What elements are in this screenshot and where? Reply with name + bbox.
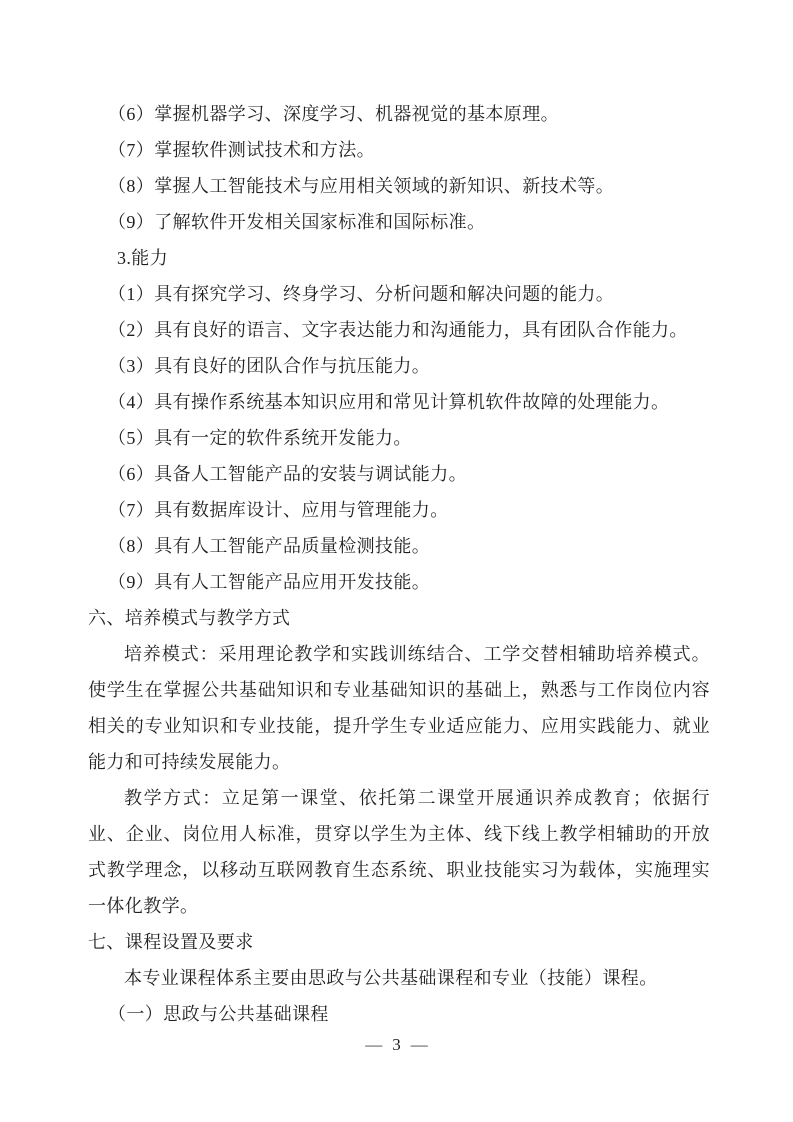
ability-item-7: （7）具有数据库设计、应用与管理能力。 — [108, 500, 449, 520]
ability-item-9: （9）具有人工智能产品应用开发技能。 — [108, 572, 431, 592]
knowledge-item-7: （7）掌握软件测试技术和方法。 — [108, 140, 375, 160]
section-6-paragraph-training-mode: 培养模式：采用理论教学和实践训练结合、工学交替相辅助培养模式。使学生在掌握公共基础知识和专业基础知识的基础上，熟悉与工作岗位内容相关的专业知识和专业技能，提升学生专业适应能力、应用实践能力、就业能力和可持续发展能力。 — [88, 644, 710, 772]
ability-item-3: （3）具有良好的团队合作与抗压能力。 — [108, 356, 431, 376]
footer-right-dash: — — [410, 1035, 428, 1054]
page-number: 3 — [392, 1035, 401, 1054]
section-7-heading: 七、课程设置及要求 — [88, 932, 254, 952]
knowledge-item-9: （9）了解软件开发相关国家标准和国际标准。 — [108, 212, 486, 232]
knowledge-item-6: （6）掌握机器学习、深度学习、机器视觉的基本原理。 — [108, 104, 559, 124]
section-6-paragraph-teaching-method: 教学方式：立足第一课堂、依托第二课堂开展通识养成教育；依据行业、企业、岗位用人标准，贯穿以学生为主体、线下线上教学相辅助的开放式教学理念，以移动互联网教育生态系统、职业技能实习为载体，实施理实一体化教学。 — [88, 788, 710, 916]
ability-item-4: （4）具有操作系统基本知识应用和常见计算机软件故障的处理能力。 — [108, 392, 670, 412]
ability-item-2: （2）具有良好的语言、文字表达能力和沟通能力，具有团队合作能力。 — [108, 320, 688, 340]
ability-item-5: （5）具有一定的软件系统开发能力。 — [108, 428, 412, 448]
footer-left-dash: — — [365, 1035, 383, 1054]
section-6-heading: 六、培养模式与教学方式 — [88, 608, 291, 628]
ability-item-8: （8）具有人工智能产品质量检测技能。 — [108, 536, 431, 556]
ability-section-heading: 3.能力 — [117, 248, 169, 268]
subsection-1-heading: （一）思政与公共基础课程 — [108, 1004, 329, 1024]
ability-item-1: （1）具有探究学习、终身学习、分析问题和解决问题的能力。 — [108, 284, 615, 304]
ability-item-6: （6）具备人工智能产品的安装与调试能力。 — [108, 464, 467, 484]
page-footer — [0, 1034, 793, 1056]
section-7-paragraph-intro: 本专业课程体系主要由思政与公共基础课程和专业（技能）课程。 — [124, 968, 658, 988]
knowledge-item-8: （8）掌握人工智能技术与应用相关领域的新知识、新技术等。 — [108, 176, 615, 196]
document-body — [88, 96, 710, 1032]
